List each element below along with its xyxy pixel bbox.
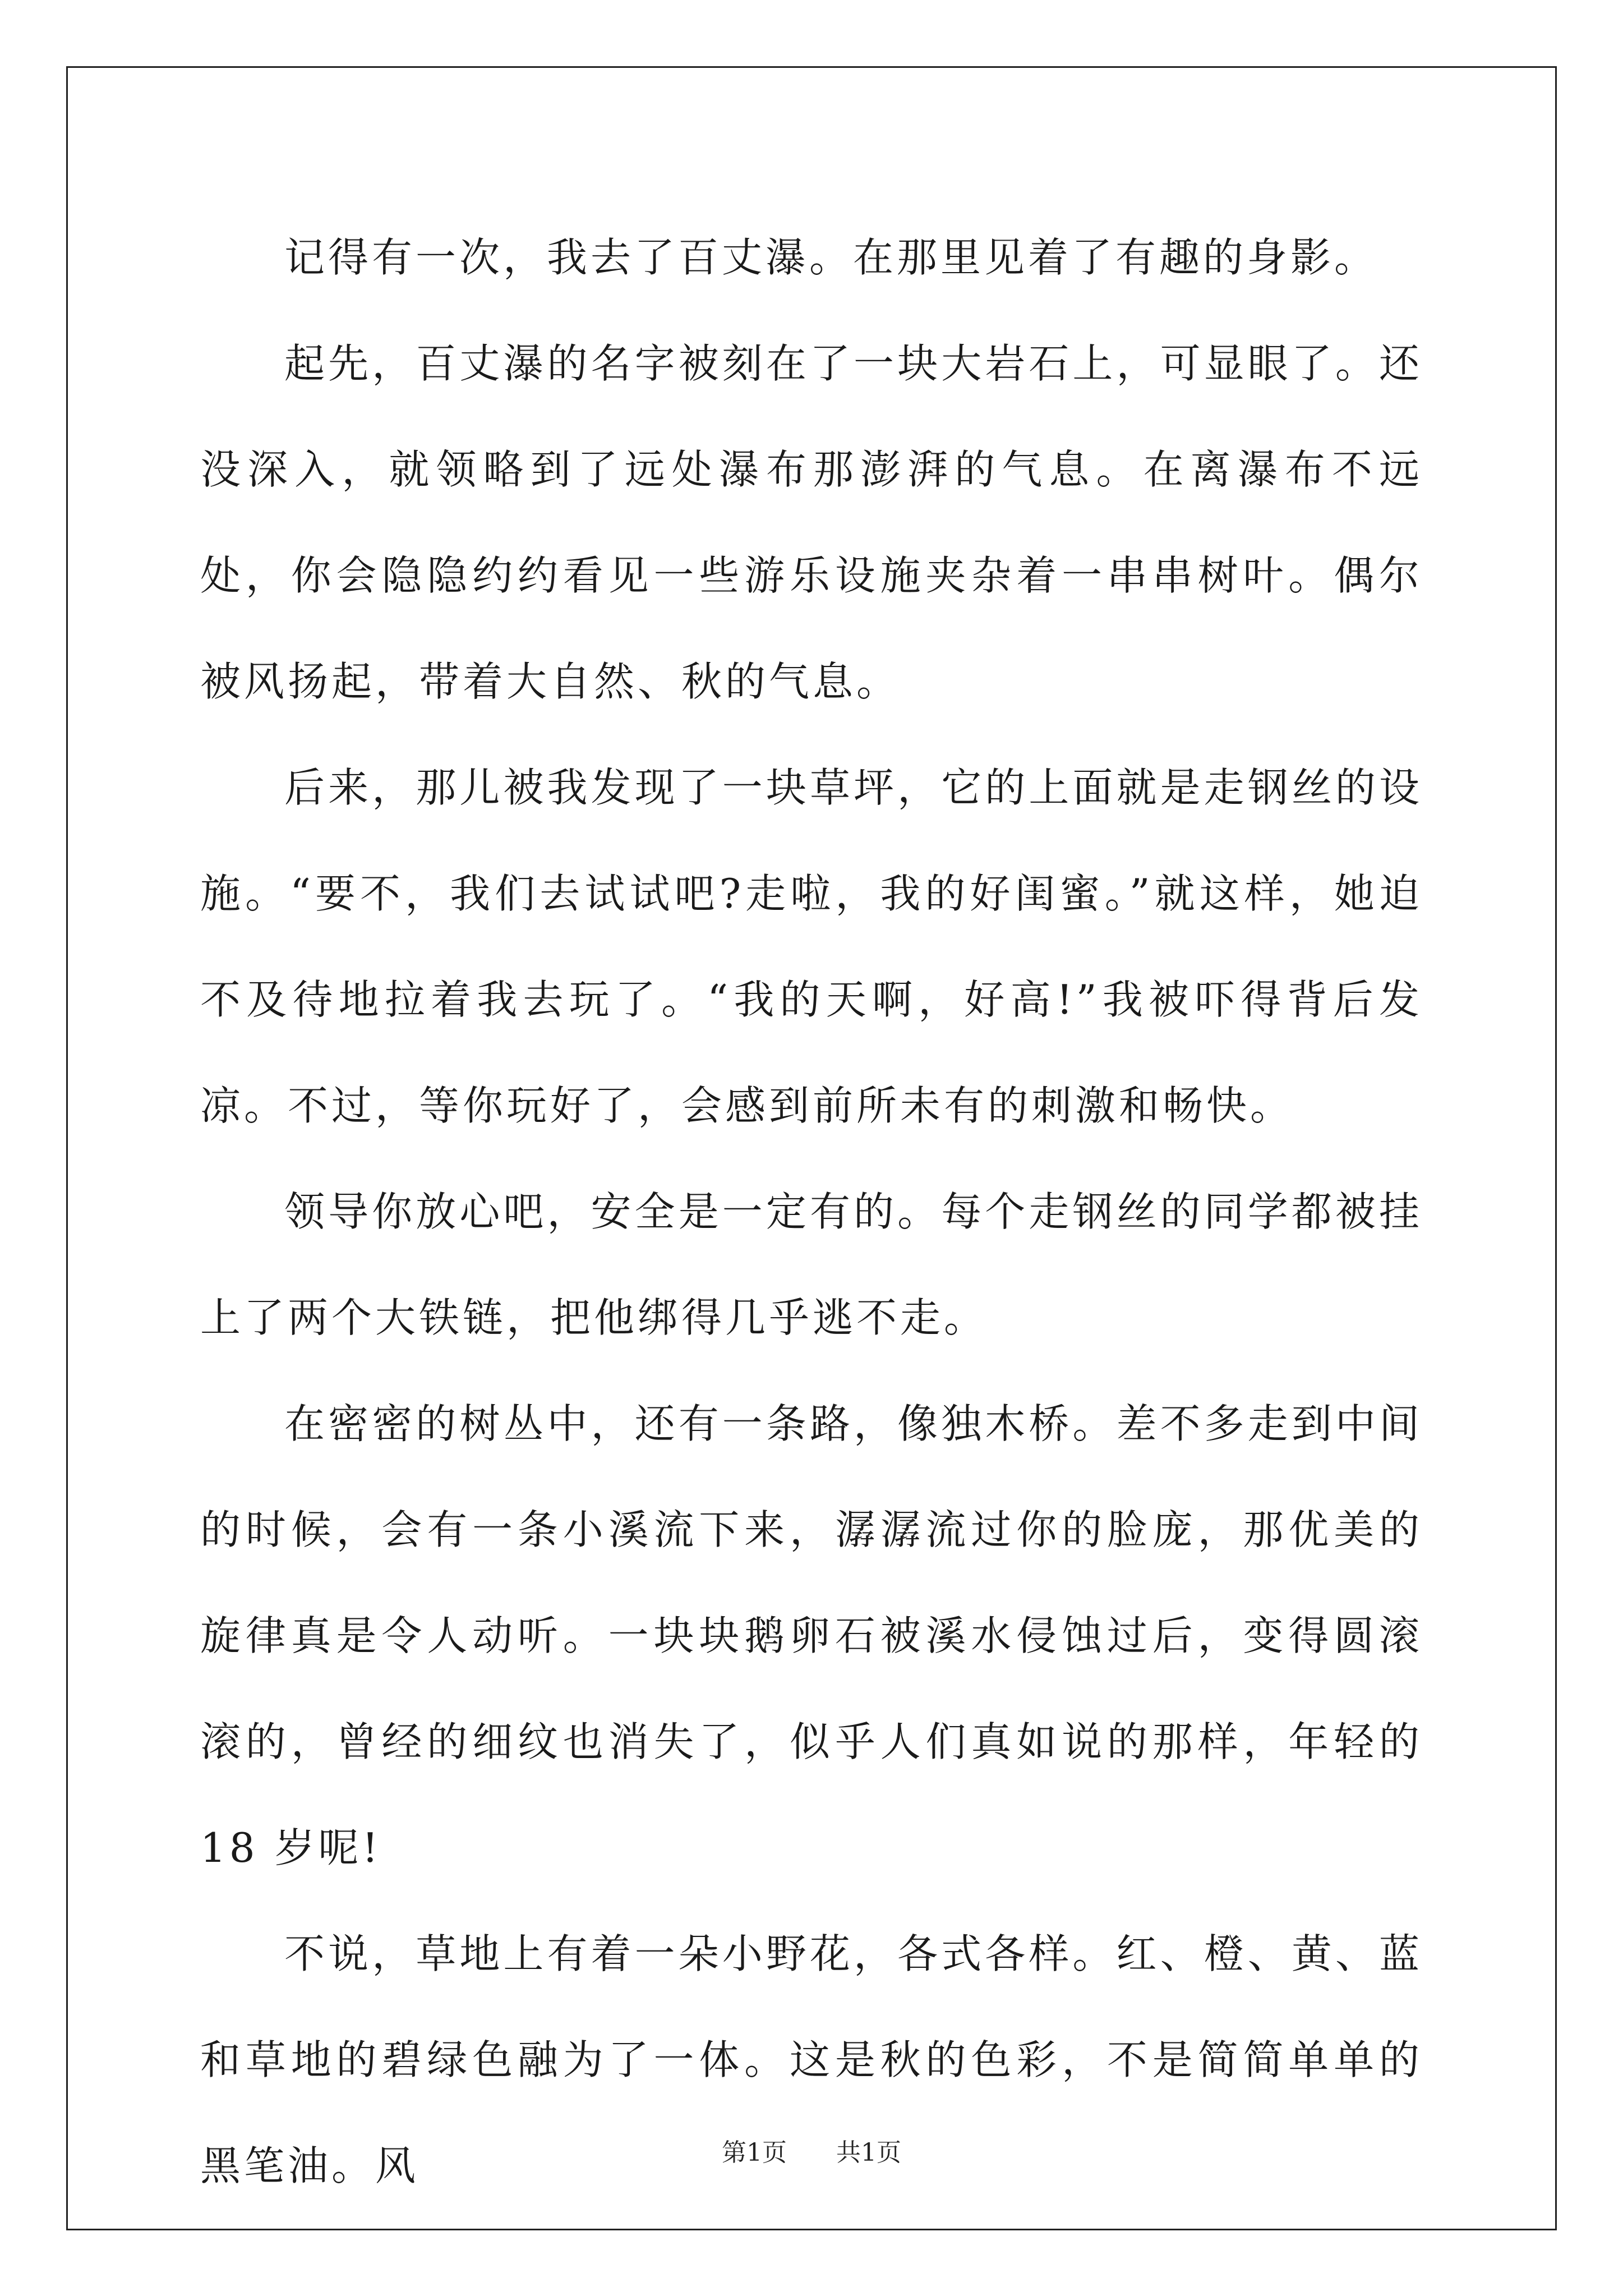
paragraph: 领导你放心吧，安全是一定有的。每个走钢丝的同学都被挂上了两个大铁链，把他绑得几乎逃不走。 [200,1188,1423,1341]
page-total: 共1页 [836,2138,901,2167]
paragraph: 记得有一次，我去了百丈瀑。在那里见着了有趣的身影。 [284,234,1378,281]
page-footer [0,2136,1623,2170]
page-number: 第1页 [722,2138,787,2167]
paragraph: 不说，草地上有着一朵小野花，各式各样。红、橙、黄、蓝和草地的碧绿色融为了一体。这是秋的色彩，不是简简单单的黑笔油。风 [200,1930,1423,2189]
paragraph: 起先，百丈瀑的名字被刻在了一块大岩石上，可显眼了。还没深入，就领略到了远处瀑布那澎湃的气息。在离瀑布不远处，你会隐隐约约看见一些游乐设施夹杂着一串串树叶。偶尔被风扬起，带着大自然、秋的气息。 [200,340,1423,705]
paragraph: 在密密的树丛中，还有一条路，像独木桥。差不多走到中间的时候，会有一条小溪流下来，潺潺流过你的脸庞，那优美的旋律真是令人动听。一块块鹅卵石被溪水侵蚀过后，变得圆滚滚的，曾经的细纹也消失了，似乎人们真如说的那样，年轻的 18 岁呢! [200,1400,1423,1871]
paragraph: 后来，那儿被我发现了一块草坪，它的上面就是走钢丝的设施。“要不，我们去试试吧?走啦，我的好闺蜜。”就这样，她迫不及待地拉着我去玩了。“我的天啊，好高!”我被吓得背后发凉。不过，等你玩好了，会感到前所未有的刺激和畅快。 [200,764,1423,1129]
document-body [200,205,1423,2219]
